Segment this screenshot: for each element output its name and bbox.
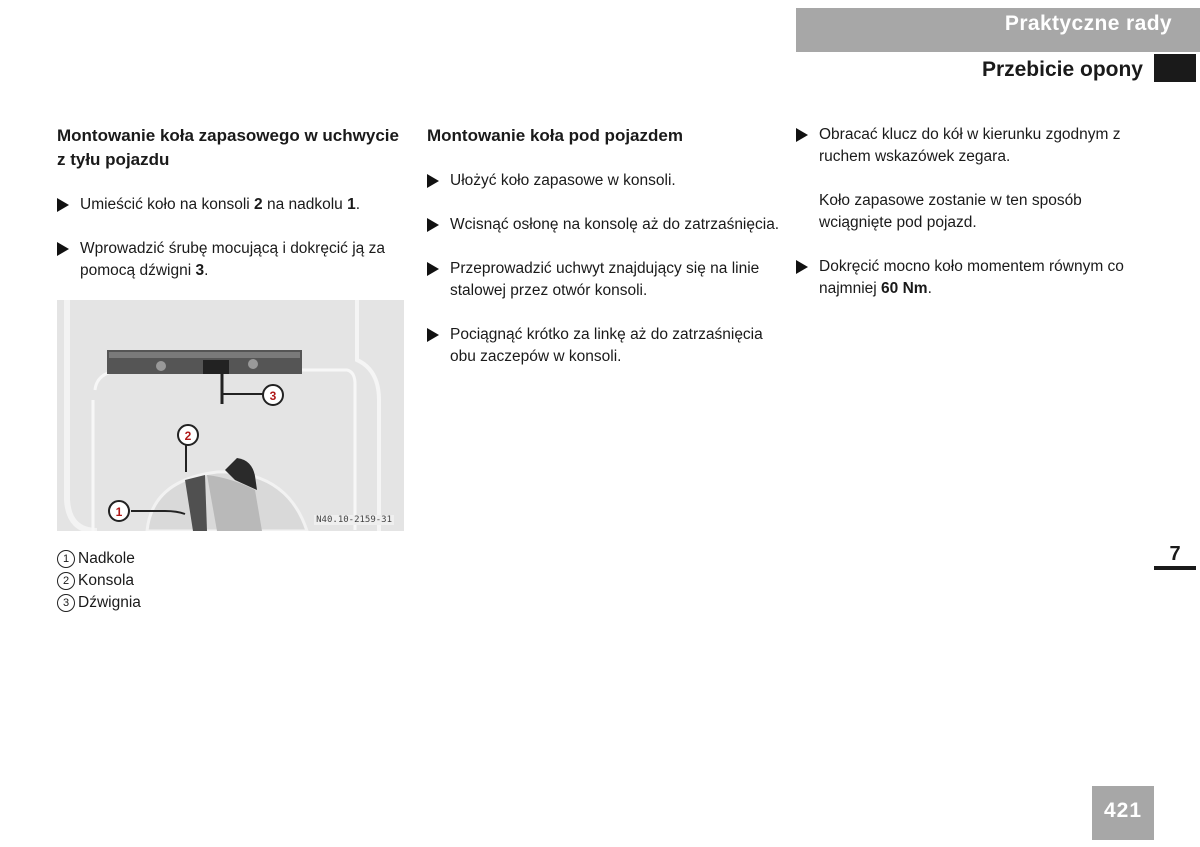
instruction-item: Wcisnąć osłonę na konsolę aż do zatrzaśnięcia.: [427, 214, 782, 236]
legend-item: [57, 592, 141, 614]
instruction-item: Umieścić koło na konsoli 2 na nadkolu 1.: [57, 194, 407, 216]
chapter-tab-number: 7: [1154, 538, 1196, 570]
callout-2: [178, 425, 198, 445]
legend-item: [57, 570, 141, 592]
wheel-arch-drawing: [57, 300, 404, 531]
instruction-item: Dokręcić mocno koło momentem równym co najmniej 60 Nm.: [796, 256, 1148, 300]
arrow-bullet-icon: [427, 262, 439, 276]
section-title: Przebicie opony: [981, 58, 1143, 81]
svg-text:2: 2: [184, 429, 192, 443]
figure-legend: [57, 548, 141, 614]
figure-reference-code: N40.10-2159-31: [316, 515, 392, 525]
callout-1: [109, 501, 129, 521]
svg-text:1: 1: [115, 505, 123, 519]
arrow-bullet-icon: [57, 242, 69, 256]
arrow-bullet-icon: [57, 198, 69, 212]
arrow-bullet-icon: [427, 174, 439, 188]
instruction-item: Przeprowadzić uchwyt znajdujący się na linie stalowej przez otwór konsoli.: [427, 258, 782, 302]
spare-wheel-illustration: [57, 300, 404, 531]
arrow-bullet-icon: [427, 328, 439, 342]
instruction-item: Ułożyć koło zapasowe w konsoli.: [427, 170, 782, 192]
legend-label: Dźwignia: [78, 594, 141, 611]
arrow-bullet-icon: [796, 260, 808, 274]
chapter-title: Praktyczne rady: [1004, 12, 1172, 35]
heading-rear-mount: Montowanie koła zapasowego w uchwycie z tyłu pojazdu: [57, 126, 399, 169]
column-middle: [427, 124, 782, 390]
instruction-item: Pociągnąć krótko za linkę aż do zatrzaśnięcia obu zaczepów w konsoli.: [427, 324, 782, 368]
svg-text:3: 3: [269, 389, 277, 403]
legend-item: [57, 548, 141, 570]
section-marker-block: [1154, 54, 1196, 82]
legend-number: 1: [57, 550, 75, 568]
arrow-bullet-icon: [427, 218, 439, 232]
column-right: [796, 124, 1148, 322]
legend-number: 2: [57, 572, 75, 590]
heading-underbody-mount: Montowanie koła pod pojazdem: [427, 126, 683, 145]
info-paragraph: Koło zapasowe zostanie w ten sposób wciągnięte pod pojazd.: [819, 192, 1082, 231]
callout-3: [263, 385, 283, 405]
instruction-item: Wprowadzić śrubę mocującą i dokręcić ją za pomocą dźwigni 3.: [57, 238, 407, 282]
page-number: 421: [1092, 786, 1154, 840]
legend-label: Konsola: [78, 572, 135, 589]
arrow-bullet-icon: [796, 128, 808, 142]
instruction-item: Obracać klucz do kół w kierunku zgodnym z ruchem wskazówek zegara.: [796, 124, 1148, 168]
legend-label: Nadkole: [78, 550, 135, 567]
legend-number: 3: [57, 594, 75, 612]
column-left: [57, 124, 407, 304]
